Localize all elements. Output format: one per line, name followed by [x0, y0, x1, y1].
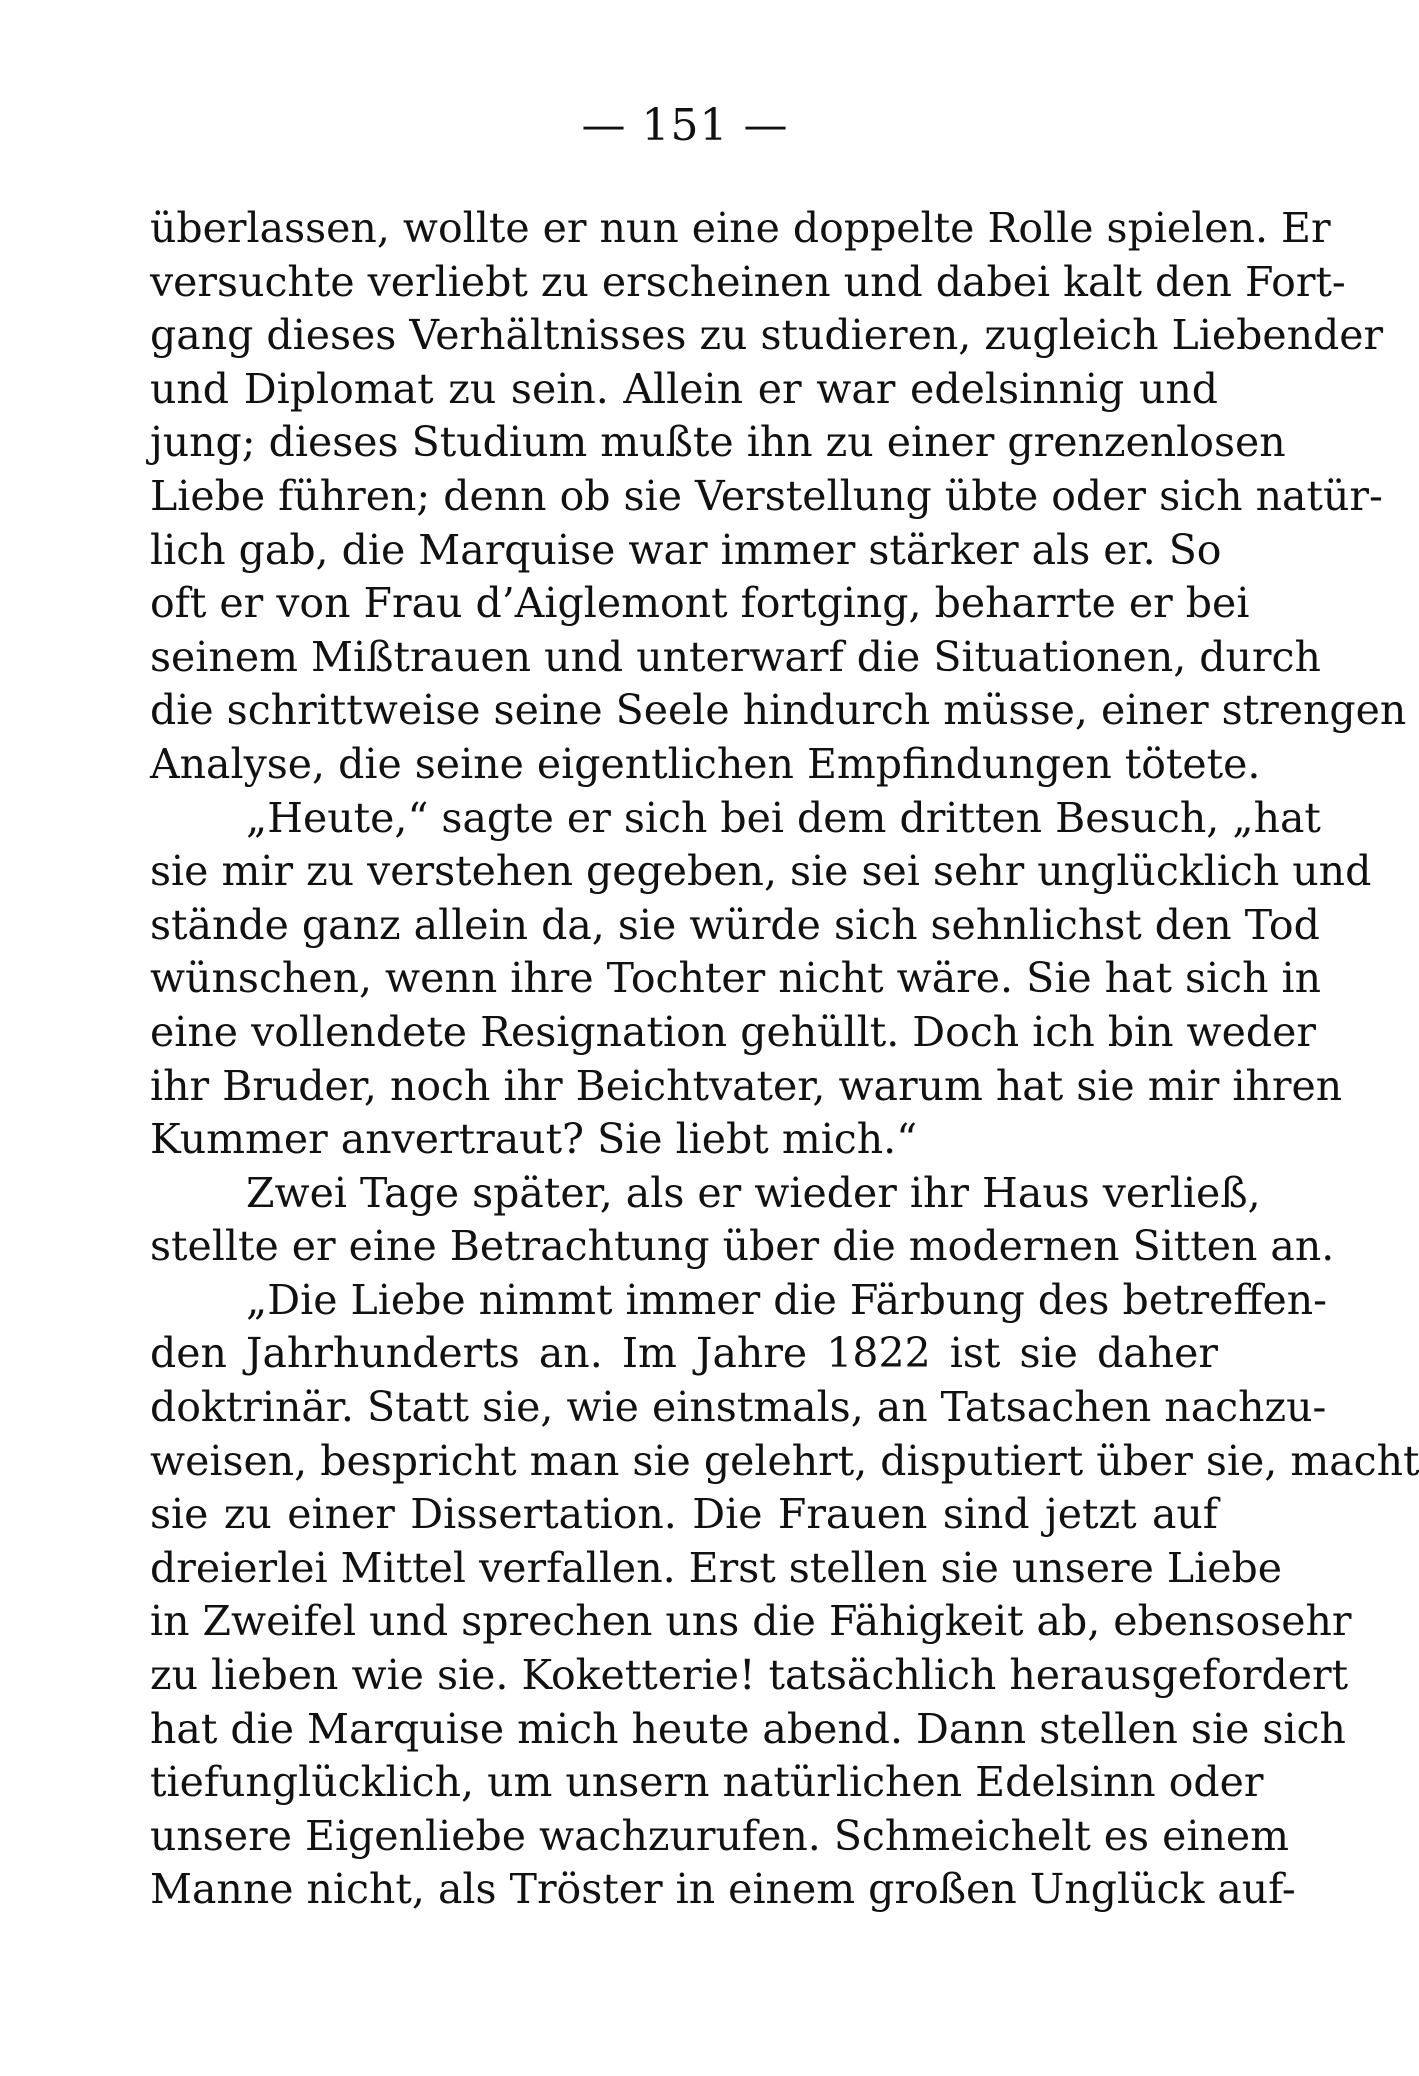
text-line: Liebe führen; denn ob sie Verstellung übte oder sich natür- — [150, 471, 1383, 520]
text-line: weisen, bespricht man sie gelehrt, disputiert über sie, macht — [150, 1436, 1419, 1485]
text-line: dreierlei Mittel verfallen. Erst stellen sie unsere Liebe — [150, 1543, 1283, 1592]
text-line: versuchte verliebt zu erscheinen und dabei kalt den Fort- — [150, 257, 1346, 306]
text-line: die schrittweise seine Seele hindurch müsse, einer strengen — [150, 686, 1407, 735]
text-line: und Diplomat zu sein. Allein er war edelsinnig und — [150, 364, 1218, 413]
text-line: „Die Liebe nimmt immer die Färbung des betreffen- — [246, 1275, 1327, 1324]
text-line: Manne nicht, als Tröster in einem großen Unglück auf- — [150, 1865, 1296, 1914]
text-line: eine vollendete Resignation gehüllt. Doch ich bin weder — [150, 1007, 1317, 1056]
text-line: stände ganz allein da, sie würde sich sehnlichst den Tod — [150, 900, 1320, 949]
text-line: Zwei Tage später, als er wieder ihr Haus verließ, — [246, 1168, 1261, 1217]
text-line: oft er von Frau d’Aiglemont fortging, beharrte er bei — [150, 579, 1250, 628]
text-line: „Heute,“ sagte er sich bei dem dritten Besuch, „hat — [246, 793, 1321, 842]
text-line: jung; dieses Studium mußte ihn zu einer grenzenlosen — [150, 418, 1286, 467]
text-line: gang dieses Verhältnisses zu studieren, zugleich Liebender — [150, 311, 1384, 360]
text-line: doktrinär. Statt sie, wie einstmals, an Tatsachen nachzu- — [150, 1383, 1327, 1432]
text-line: in Zweifel und sprechen uns die Fähigkeit ab, ebensosehr — [150, 1597, 1352, 1646]
text-line: Analyse, die seine eigentlichen Empfindungen tötete. — [150, 739, 1261, 788]
text-line: seinem Mißtrauen und unterwarf die Situationen, durch — [150, 632, 1321, 681]
page-number: — 151 — — [581, 100, 789, 151]
text-line: hat die Marquise mich heute abend. Dann stellen sie sich — [150, 1704, 1346, 1753]
text-line: sie zu einer Dissertation. Die Frauen sind jetzt auf — [150, 1490, 1218, 1539]
text-line: tiefunglücklich, um unsern natürlichen Edelsinn oder — [150, 1758, 1264, 1807]
text-line: sie mir zu verstehen gegeben, sie sei sehr unglücklich und — [150, 847, 1372, 896]
text-line: lich gab, die Marquise war immer stärker als er. So — [150, 525, 1222, 574]
text-line: stellte er eine Betrachtung über die modernen Sitten an. — [150, 1222, 1335, 1271]
text-line: überlassen, wollte er nun eine doppelte Rolle spielen. Er — [150, 204, 1331, 252]
text-line: ihr Bruder, noch ihr Beichtvater, warum hat sie mir ihren — [150, 1061, 1343, 1110]
text-line: Kummer anvertraut? Sie liebt mich.“ — [150, 1115, 918, 1164]
text-line: unsere Eigenliebe wachzurufen. Schmeichelt es einem — [150, 1811, 1290, 1860]
text-line: zu lieben wie sie. Koketterie! tatsächlich herausgefordert — [150, 1651, 1349, 1700]
text-line: wünschen, wenn ihre Tochter nicht wäre. Sie hat sich in — [150, 954, 1322, 1003]
text-line: den Jahrhunderts an. Im Jahre 1822 ist sie daher — [150, 1329, 1218, 1378]
body-text — [150, 202, 1419, 1917]
